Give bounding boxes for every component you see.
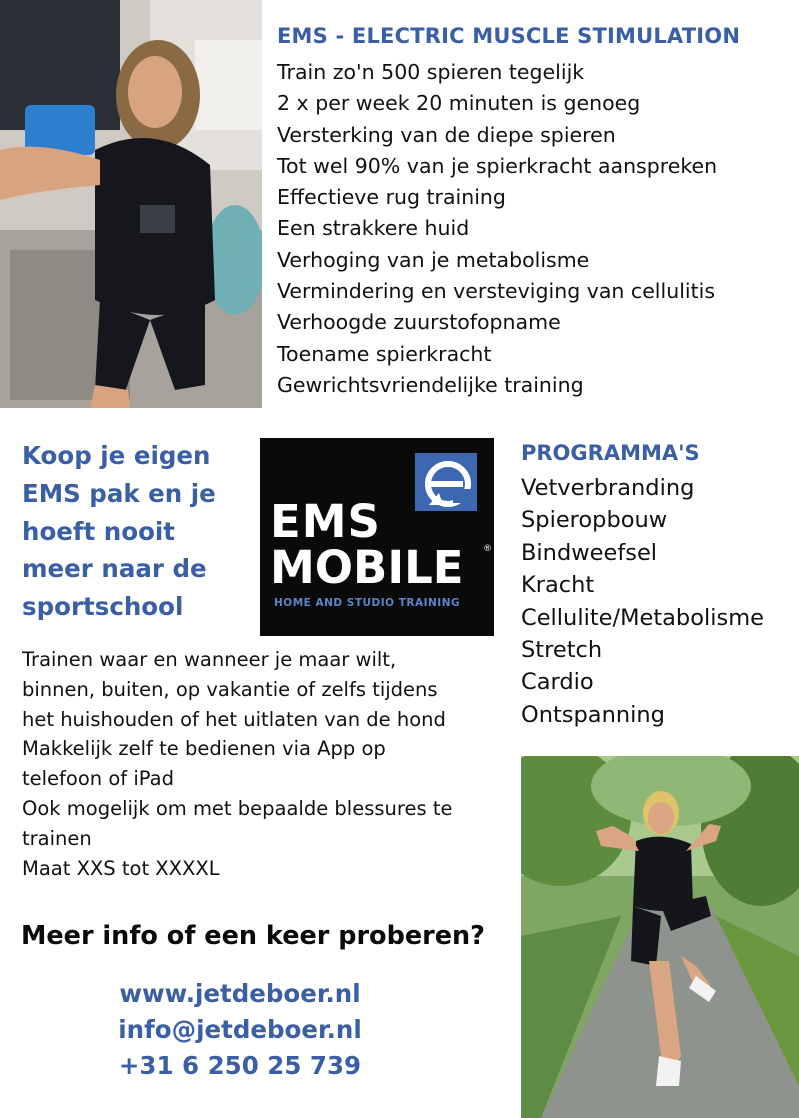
benefit-item: Verhoogde zuurstofopname bbox=[277, 310, 561, 335]
photo-woman-outdoor-illustration bbox=[521, 756, 799, 1118]
details-line: Ook mogelijk om met bepaalde blessures te bbox=[22, 796, 453, 820]
details-line: trainen bbox=[22, 826, 92, 850]
ems-section-heading: EMS - ELECTRIC MUSCLE STIMULATION bbox=[277, 24, 741, 48]
details-line: Trainen waar en wanneer je maar wilt, bbox=[22, 648, 397, 671]
buy-heading-line: hoeft nooit bbox=[22, 516, 176, 546]
program-item: Spieropbouw bbox=[521, 507, 668, 534]
details-text bbox=[22, 645, 452, 883]
programs-heading: PROGRAMMA'S bbox=[521, 441, 700, 465]
program-item: Cardio bbox=[521, 669, 594, 696]
program-item: Stretch bbox=[521, 637, 603, 664]
benefit-item: Een strakkere huid bbox=[277, 216, 470, 241]
ems-mobile-logo bbox=[260, 438, 494, 636]
benefit-item: Versterking van de diepe spieren bbox=[277, 122, 616, 147]
benefit-item: Train zo'n 500 spieren tegelijk bbox=[277, 60, 585, 84]
website-link[interactable]: www.jetdeboer.nl bbox=[119, 979, 361, 1008]
logo-e-glyph bbox=[415, 453, 477, 511]
email-link[interactable]: info@jetdeboer.nl bbox=[118, 1015, 362, 1044]
buy-heading-line: meer naar de bbox=[22, 554, 207, 584]
details-line: Makkelijk zelf te bedienen via App op bbox=[22, 737, 386, 761]
benefit-item: Tot wel 90% van je spierkracht aanspreken bbox=[277, 153, 718, 178]
logo-tagline: HOME AND STUDIO TRAINING bbox=[274, 597, 461, 609]
benefit-item: Gewrichtsvriendelijke training bbox=[277, 372, 584, 397]
program-item: Kracht bbox=[521, 572, 595, 599]
logo-e-mark-icon bbox=[415, 453, 477, 511]
benefits-list bbox=[277, 57, 717, 401]
program-item: Ontspanning bbox=[521, 701, 665, 728]
phone-link[interactable]: +31 6 250 25 739 bbox=[118, 1051, 362, 1080]
photo-woman-indoor-illustration bbox=[0, 0, 262, 408]
call-to-action: Meer info of een keer proberen? bbox=[21, 921, 485, 951]
program-item: Bindweefsel bbox=[521, 539, 658, 566]
details-line: telefoon of iPad bbox=[22, 767, 174, 791]
buy-heading-line: sportschool bbox=[22, 592, 184, 622]
details-line: het huishouden of het uitlaten van de hond bbox=[22, 707, 446, 731]
logo-text-ems: EMS bbox=[270, 495, 381, 548]
details-line: binnen, buiten, op vakantie of zelfs tijdens bbox=[22, 677, 438, 701]
program-item: Cellulite/Metabolisme bbox=[521, 604, 764, 631]
benefit-item: Effectieve rug training bbox=[277, 185, 506, 210]
buy-suit-heading bbox=[22, 437, 242, 626]
buy-heading-line: Koop je eigen bbox=[22, 441, 211, 470]
logo-registered-mark: ® bbox=[483, 544, 492, 554]
buy-heading-line: EMS pak en je bbox=[22, 478, 216, 508]
details-line: Maat XXS tot XXXXL bbox=[22, 856, 220, 880]
benefit-item: Toename spierkracht bbox=[277, 341, 492, 366]
photo-woman-outdoor-kick bbox=[521, 756, 799, 1118]
benefit-item: Vermindering en versteviging van cellulitis bbox=[277, 279, 715, 304]
benefit-item: 2 x per week 20 minuten is genoeg bbox=[277, 91, 641, 116]
photo-woman-indoor-ems-suit bbox=[0, 0, 262, 408]
programs-list bbox=[521, 472, 764, 731]
program-item: Vetverbranding bbox=[521, 475, 695, 501]
logo-text-mobile: MOBILE bbox=[270, 541, 464, 594]
benefit-item: Verhoging van je metabolisme bbox=[277, 247, 590, 272]
